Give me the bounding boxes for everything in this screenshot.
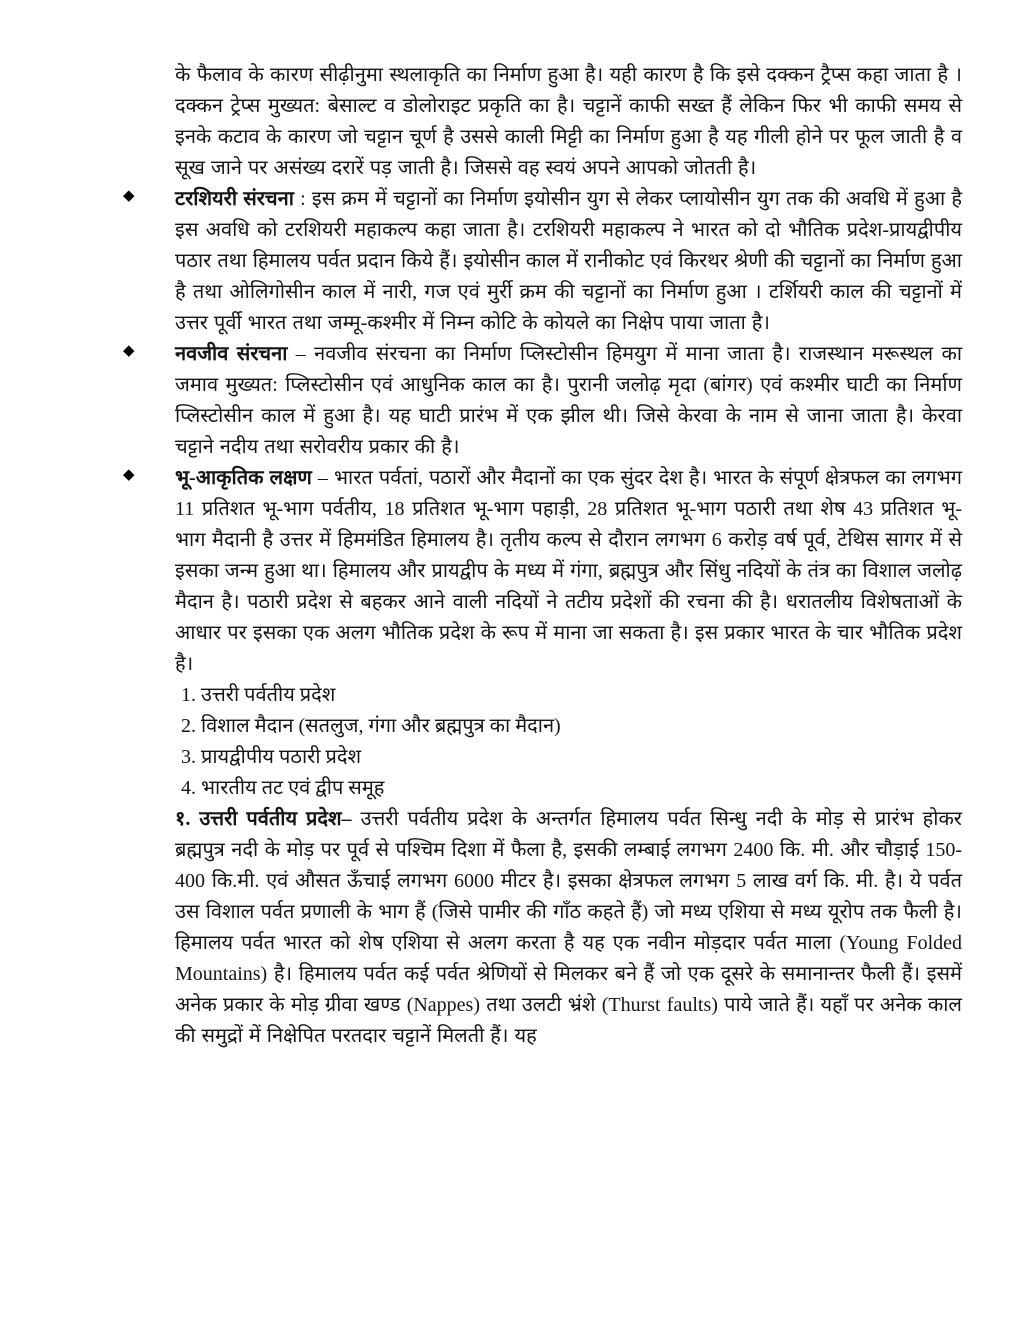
bullet-item-tertiary-structure [123, 184, 962, 339]
bullet-lead-text: नवजीव संरचना [175, 343, 288, 365]
bullet-body-text: इस क्रम में चट्टानों का निर्माण इयोसीन युग से लेकर प्लायोसीन युग तक की अवधि में हुआ है इस अवधि को टरशियरी महाकल्प कहा जाता है। टरशियरी महाकल्प ने भारत को दो भौतिक प्रदेश-प्रायद्वीपीय पठार तथा हिमालय पर्वत प्रदान किये हैं। इयोसीन काल में रानीकोट एवं किरथर श्रेणी की चट्टानों का निर्माण हुआ है तथा ओलिगोसीन काल में नारी, गज एवं मुर्री क्रम की चट्टानों का निर्माण हुआ । टर्शियरी काल की चट्टानों में उत्तर पूर्वी भारत तथा जम्मू-कश्मीर में निम्न कोटि के कोयले का निक्षेप पाया जाता है। [175, 188, 962, 334]
list-item-peninsular-plateau [175, 742, 962, 773]
bullet-lead-text: टरशियरी संरचना [175, 188, 294, 210]
list-item-great-plains [175, 711, 962, 742]
bullet-separator: : [293, 188, 312, 210]
bullet-body-text: भारत पर्वतां, पठारों और मैदानों का एक सुंदर देश है। भारत के संपूर्ण क्षेत्रफल का लगभग 11 प्रतिशत भू-भाग पर्वतीय, 18 प्रतिशत भू-भाग पहाड़ी, 28 प्रतिशत भू-भाग पठारी तथा शेष 43 प्रतिशत भू-भाग मैदानी है उत्तर में हिममंडित हिमालय है। तृतीय कल्प से दौरान लगभग 6 करोड़ वर्ष पूर्व, टेथिस सागर में से इसका जन्म हुआ था। हिमालय और प्रायद्वीप के मध्य में गंगा, ब्रह्मपुत्र और सिंधु नदियों के तंत्र का विशाल जलोढ़ मैदान है। पठारी प्रदेश से बहकर आने वाली नदियों ने तटीय प्रदेशों की रचना की है। धरातलीय विशेषताओं के आधार पर इसका एक अलग भौतिक प्रदेश के रूप में माना जा सकता है। इस प्रकार भारत के चार भौतिक प्रदेश है। [175, 467, 962, 675]
list-item-coast-islands [175, 773, 962, 804]
bullet-paragraph [175, 463, 962, 680]
bullet-paragraph [175, 184, 962, 339]
list-item-text: 1. उत्तरी पर्वतीय प्रदेश [181, 684, 336, 706]
bullet-body-text: नवजीव संरचना का निर्माण प्लिस्टोसीन हिमयुग में माना जाता है। राजस्थान मरूस्थल का जमाव मुख्यत: प्लिस्टोसीन एवं आधुनिक काल का है। पुरानी जलोढ़ मृदा (बांगर) एवं कश्मीर घाटी का निर्माण प्लिस्टोसीन काल में हुआ है। यह घाटी प्रारंभ में एक झील थी। जिसे केरवा के नाम से जाना जाता है। केरवा चट्टाने नदीय तथा सरोवरीय प्रकार की है। [175, 343, 963, 458]
bullet-lead-text: भू-आकृतिक लक्षण [175, 467, 312, 489]
bullet-separator: – [287, 343, 315, 365]
diamond-bullet-icon: ◆ [123, 188, 135, 204]
list-item-text: 4. भारतीय तट एवं द्वीप समूह [181, 777, 385, 799]
bullet-paragraph [175, 339, 962, 463]
bullet-separator: – [311, 467, 334, 489]
diamond-bullet-icon: ◆ [123, 343, 135, 359]
list-item-text: 2. विशाल मैदान (सतलुज, गंगा और ब्रह्मपुत्र का मैदान) [181, 715, 561, 737]
paragraph-deccan-traps [175, 60, 962, 184]
paragraph-text: के फैलाव के कारण सीढ़ीनुमा स्थलाकृति का निर्माण हुआ है। यही कारण है कि इसे दक्कन ट्रैप्स कहा जाता है । दक्कन ट्रेप्स मुख्यत: बेसाल्ट व डोलोराइट प्रकृति का है। चट्टानें काफी सख्त हैं लेकिन फिर भी काफी समय से इनके कटाव के कारण जो चट्टान चूर्ण है उससे काली मिट्टी का निर्माण हुआ है यह गीली होने पर फूल जाती है व सूख जाने पर असंख्य दरारें पड़ जाती है। जिससे वह स्वयं अपने आपको जोतती है। [175, 64, 962, 179]
list-item-text: 3. प्रायद्वीपीय पठारी प्रदेश [181, 746, 362, 768]
section-heading-text: १. उत्तरी पर्वतीय प्रदेश– [175, 808, 352, 830]
bullet-item-neozoic-structure [123, 339, 963, 463]
list-item-northern-mountain-region [175, 680, 962, 711]
diamond-bullet-icon: ◆ [123, 467, 135, 483]
section-body-text: उत्तरी पर्वतीय प्रदेश के अन्तर्गत हिमालय पर्वत सिन्धु नदी के मोड़ से प्रारंभ होकर ब्रह्मपुत्र नदी के मोड़ पर पूर्व से पश्चिम दिशा में फैला है, इसकी लम्बाई लगभग 2400 कि. मी. और चौड़ाई 150-400 कि.मी. एवं औसत ऊँचाई लगभग 6000 मीटर है। इसका क्षेत्रफल लगभग 5 लाख वर्ग कि. मी. है। ये पर्वत उस विशाल पर्वत प्रणाली के भाग हैं (जिसे पामीर की गाँठ कहते हैं) जो मध्य एशिया से मध्य यूरोप तक फैली है। हिमालय पर्वत भारत को शेष एशिया से अलग करता है यह एक नवीन मोड़दार पर्वत माला (Young Folded Mountains) है। हिमालय पर्वत कई पर्वत श्रेणियों से मिलकर बने हैं जो एक दूसरे के समानान्तर फैली हैं। इसमें अनेक प्रकार के मोड़ ग्रीवा खण्ड (Nappes) तथा उलटी भ्रंशे (Thurst faults) पाये जाते हैं। यहाँ पर अनेक काल की समुद्रों में निक्षेपित परतदार चट्टानें मिलती हैं। यह [175, 808, 962, 1047]
bullet-item-geomorphic-features [123, 463, 962, 680]
section-northern-mountain-region [175, 804, 962, 1052]
